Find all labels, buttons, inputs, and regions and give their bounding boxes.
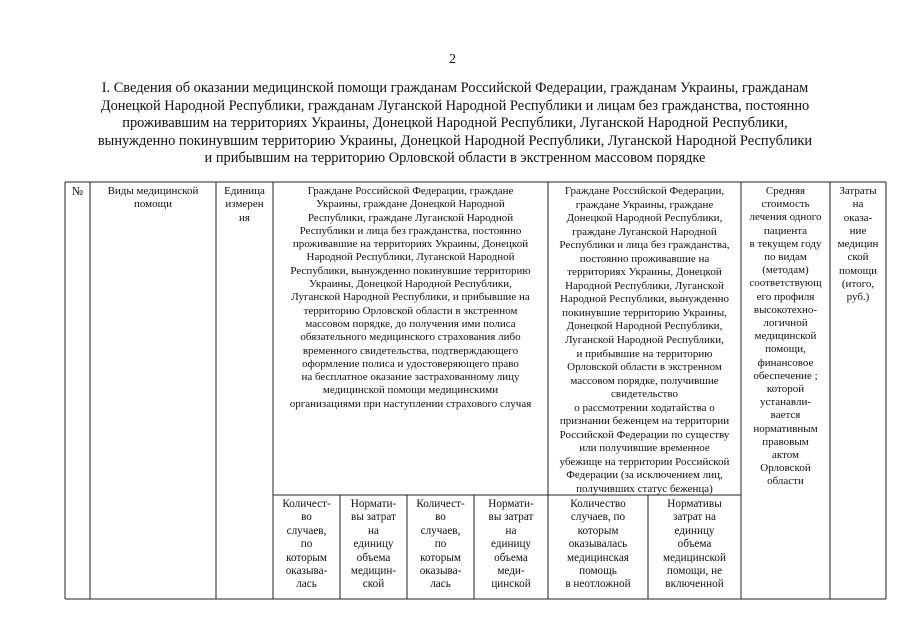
text-line: и прибывшие на территорию [576,347,713,360]
text-line: территориях Украины, Донецкой [567,266,722,279]
text-line: ние [849,224,867,237]
text-line: Нормативы [667,498,722,510]
text-line: медицинская [567,551,629,564]
text-line: логичной [763,317,808,330]
text-line: Федерации (за исключением лиц, [566,469,723,482]
text-line: постоянно проживавшие на [579,252,710,265]
text-line: стоимость [761,198,810,211]
text-line: убежище на территории Российской [559,455,730,468]
text-line: Российской Федерации по существу [559,428,730,441]
text-line: Граждане Российской Федерации, [564,185,725,197]
text-line: объема [677,538,712,551]
text-line: актом [772,449,799,462]
header-unit [216,185,273,225]
header-costs-total [830,185,886,305]
text-line: проживавшие на территориях Украины, Донецкой [292,238,529,251]
text-line: случаев, по [570,511,626,524]
text-line: измерен [225,198,264,211]
text-line: Донецкой Народной Республики, [566,320,723,333]
text-line: Народной Республики, Луганской Народной [306,251,515,264]
text-line: (итого, [841,278,875,291]
text-line: Затраты [839,185,877,197]
text-line: помощи, [765,343,806,356]
text-line: по [300,538,313,551]
text-line: объема [494,551,528,564]
text-line: случаев, [286,524,327,537]
text-line: правовым [762,435,809,448]
text-line: в текущем году [749,237,822,250]
text-line: о рассмотрении ходатайства о [574,401,715,414]
text-line: территорию Орловской области в экстренном [303,304,518,317]
text-line: Луганской Народной Республики, [565,334,724,347]
text-line: высокотехно- [753,303,818,316]
text-line: Донецкой Народной Республики, гражданам Луганской Народной Республики и лицам без гражданства, постоянно [100,97,810,114]
text-line: оказывалась [568,538,628,551]
text-line: Республики, граждане Луганской Народной [307,211,514,224]
text-line: обеспечение ; [753,369,818,382]
text-line: № [71,184,84,198]
text-line: Республики и лица без гражданства, [559,239,730,252]
text-line: признании беженцем на территории [559,415,730,428]
text-line: Луганской Народной Республики, и прибывшие на [291,291,530,304]
text-line: Республики и лица без гражданства, постоянно [299,224,522,237]
text-line: по [434,538,447,551]
text-line: ской [847,251,869,264]
text-line: которым [286,551,327,564]
header-group-refugee-status [548,185,741,497]
text-line: медицинской помощи медицинскими [322,384,499,397]
text-line: медицинской [754,330,817,343]
text-line: Донецкой Народной Республики, [566,212,723,225]
text-line: и прибывшим на территорию Орловской области в экстренном массовом порядке [204,150,706,166]
subheader-cases-count-1 [273,498,340,592]
text-line: его профиля [756,290,815,303]
subheader-cost-norm-2 [474,498,548,592]
text-line: единицу [353,538,394,551]
text-line: на бесплатное оказание застрахованному лицу [301,371,520,384]
text-line: которой [766,383,805,396]
text-line: меди- [497,565,525,578]
text-line: лась [296,578,317,591]
text-line: вынужденно покинувшим территорию Украины, Донецкой Народной Республики, Луганской Народной Республики [97,132,813,149]
text-line: массовом порядке, получившие [570,374,719,387]
header-group-before-policy [273,185,548,411]
text-line: Орловской области в экстренном [567,361,722,374]
text-line: оказыва- [285,565,328,578]
text-line: Виды медицинской [107,185,199,197]
subheader-cases-count-3 [548,498,648,592]
text-line: вы затрат [351,511,396,524]
text-line: вается [770,409,801,422]
text-line: массовом порядке, до получения ими полиса [305,317,516,330]
text-line: Количество [570,498,626,510]
text-line: организациями при наступлении страхового случая [289,397,532,410]
text-line: соответствующ [749,277,822,290]
header-types-of-care [90,185,216,212]
header-average-cost [741,185,830,489]
text-line: Республики, вынужденно покинувшие территорию [290,264,531,277]
text-line: оказыва- [419,565,462,578]
text-line: помощи, не [666,565,723,578]
text-line: во [435,511,446,524]
text-line: Народной Республики, Луганской [565,279,724,292]
text-line: Украины, Донецкой Народной Республики, [309,278,512,291]
text-line: единицу [490,538,532,551]
text-line: I. Сведения об оказании медицинской помощи гражданам Российской Федерации, гражданам Украины, гражданам [101,80,809,96]
text-line: получивших статус беженца) [576,483,713,496]
text-line: Средняя [765,185,806,197]
text-line: которым [577,524,619,537]
text-line: на [368,524,379,537]
text-line: по видам [764,251,807,264]
text-line: проживавшим на территориях Украины, Донецкой Народной Республики, Луганской Народной Республики, [122,115,788,131]
text-line: финансовое [757,356,814,369]
text-line: случаев, [420,524,461,537]
text-line: Количест- [282,498,331,510]
text-line: медицин- [350,565,397,578]
text-line: Народной Республики, вынужденно [560,293,729,306]
text-line: Единица [224,185,265,197]
text-line: временного свидетельства, подтверждающего [302,344,519,357]
text-line: во [301,511,312,524]
text-line: лечения одного [749,211,822,224]
text-line: Количест- [416,498,465,510]
text-line: устанавли- [759,396,812,409]
text-line: покинувшие территорию Украины, [562,306,727,319]
text-line: лась [430,578,451,591]
text-line: единицу [674,524,715,537]
text-line: медицинской [663,551,726,564]
text-line: цинской [491,578,531,591]
text-line: руб.) [846,291,870,304]
text-line: объема [356,551,391,564]
page-number: 2 [449,52,456,67]
text-line: обязательного медицинского страхования либо [300,331,521,344]
text-line: пациента [763,224,808,237]
text-line: Нормати- [350,498,397,510]
text-line: Граждане Российской Федерации, граждане [307,185,514,197]
text-line: Орловской [760,462,811,475]
text-line: или получившие временное [579,442,710,455]
text-line: Украины, граждане Донецкой Народной [316,198,505,211]
text-line: (методам) [762,264,809,277]
text-line: помощь [579,565,617,578]
text-line: включенной [665,578,724,591]
text-line: помощи [839,264,877,277]
text-line: граждане Украины, граждане [575,198,714,211]
subheader-cost-norm-3 [648,498,741,592]
text-line: медицин [837,238,879,251]
text-line: области [767,475,804,488]
text-line: Нормати- [488,498,534,510]
text-line: ской [362,578,385,591]
header-number [65,185,90,198]
text-line: оформление полиса и удостоверяющего право [302,357,519,370]
text-line: в неотложной [565,578,631,591]
text-line: ия [239,211,250,224]
text-line: на [505,524,517,537]
text-line: свидетельство [611,388,678,401]
text-line: которым [420,551,461,564]
text-line: вы затрат [488,511,534,524]
subheader-cost-norm-1 [340,498,407,592]
text-line: помощи [134,198,172,211]
text-line: на [852,198,864,211]
text-line: оказа- [843,211,873,224]
text-line: граждане Луганской Народной [572,225,717,238]
text-line: нормативным [753,422,818,435]
text-line: затрат на [672,511,717,524]
subheader-cases-count-2 [407,498,474,592]
